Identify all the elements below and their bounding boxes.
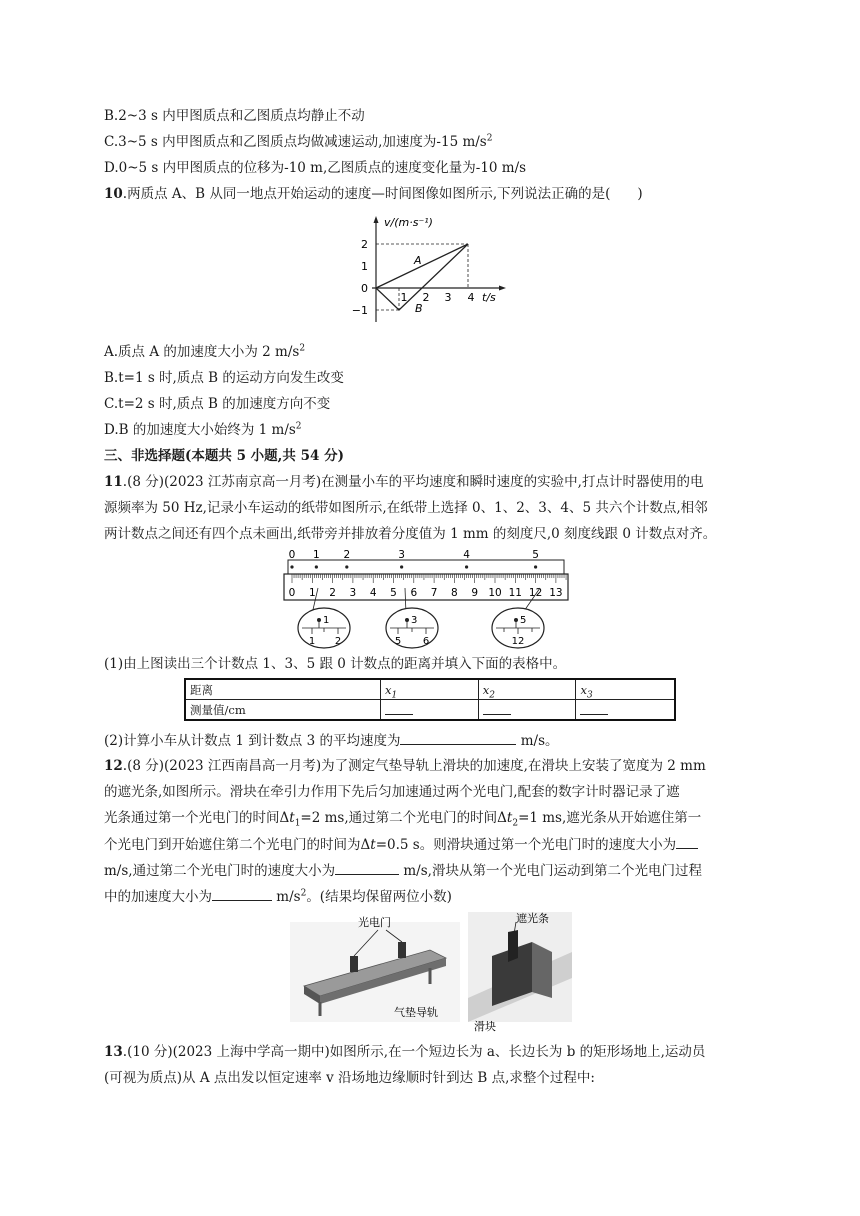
y-axis-arrow [374,216,379,223]
q10-vt-chart [352,212,512,332]
q12-line-4-b: =0.5 s。则滑块通过第一个光电门时的速度大小为 [375,837,677,853]
gate-2 [398,942,406,958]
q10-stem-text: .两质点 A、B 从同一地点开始运动的速度—时间图像如图所示,下列说法正确的是( ) [122,186,643,202]
q11-number: 11 [104,474,123,490]
paper-tape [288,560,564,574]
q12-line-5-a: m/s,通过第二个光电门时的速度大小为 [104,863,336,879]
q9-option-c-text: C.3~5 s 内甲图质点和乙图质点均做减速运动,加速度为-15 m/s [104,134,487,150]
x2-sub: 2 [489,689,495,700]
q12-line-6-c: 。(结果均保留两位小数) [306,889,452,905]
ytick-2: 2 [361,238,368,251]
x-axis-label: t/s [482,291,496,304]
ytick-0: 0 [361,282,368,295]
q10-option-a-text: A.质点 A 的加速度大小为 2 m/s [104,344,300,360]
zoom-1-left: 1 [308,636,316,647]
ruler-label: 3 [349,587,357,599]
tape-ruler-figure [282,548,572,652]
section-3-heading: 三、非选择题(本题共 5 小题,共 54 分) [104,448,344,464]
label-gate: 光电门 [358,916,391,929]
tape-dot [315,565,318,568]
zoom-5 [492,608,544,648]
q11-line-3: 两计数点之间还有四个点未画出,纸带旁并排放着分度值为 1 mm 的刻度尺,0 刻度线跟 0 计数点对齐。 [104,526,717,542]
tape-dot [534,565,537,568]
q12-line-5 [104,860,702,881]
q10-option-d-text: D.B 的加速度大小始终为 1 m/s [104,422,296,438]
q11-sub-1: (1)由上图读出三个计数点 1、3、5 跟 0 计数点的距离并填入下面的表格中。 [104,656,567,672]
zoom-3-right: 6 [422,636,430,647]
q11-sub-2-text: (2)计算小车从计数点 1 到计数点 3 的平均速度为 [104,733,401,749]
q12-line-3-c: =1 ms,遮光条从开始遮住第一 [518,810,702,826]
q12-t1: t [289,810,295,826]
q12-line-3 [104,808,701,828]
q12-line-6 [104,886,452,907]
q10-number: 10 [104,186,123,202]
xtick-2: 2 [422,291,430,304]
ytick-m1: −1 [352,304,368,317]
q11-line-1 [104,472,703,492]
zoom-1-right: 2 [334,636,342,647]
q10-option-d [104,420,302,440]
tape-label: 2 [343,549,351,561]
q11-sub-2 [104,730,559,751]
ruler-label: 9 [471,587,479,599]
ruler-label: 2 [329,587,336,599]
slider-figure [468,912,572,1034]
x3-sub: 3 [586,689,593,700]
ruler-label: 4 [369,587,377,599]
ruler-label: 5 [390,587,397,599]
series-label-b: B [415,302,423,315]
q11-line-1-text: .(8 分)(2023 江苏南京高一月考)在测量小车的平均速度和瞬时速度的实验中,打点计时器使用的电 [122,474,704,490]
tape-label: 3 [398,549,405,561]
q10-option-d-sup: 2 [295,421,302,432]
zoom-1 [298,608,350,648]
tape-labels [289,549,539,561]
tape-dot [400,565,403,568]
table-head-measured: 测量值/cm [185,700,381,721]
zoom-1-point: 1 [323,615,330,626]
label-strip: 遮光条 [516,912,549,925]
q12-line-3-b: =2 ms,通过第二个光电门的时间Δ [300,810,507,826]
q13-line-2: (可视为质点)从 A 点出发以恒定速率 v 沿场地边缘顺时针到达 B 点,求整个过程中: [104,1070,595,1086]
table-row [185,700,675,721]
x3-symbol: x [580,682,587,697]
q12-line-6-b: m/s [272,889,301,905]
ruler-label: 13 [549,587,563,599]
q12-line-4-a: 个光电门到开始遮住第二个光电门的时间为Δ [104,837,371,853]
table-row [185,679,675,700]
xtick-1: 1 [400,291,408,304]
q12-line-6-sup: 2 [300,888,307,899]
x1-answer-cell[interactable] [381,700,479,721]
series-label-a: A [414,254,422,267]
ruler-label: 1 [308,587,316,599]
ruler-label: 0 [288,587,296,599]
q12-line-3-a: 光条通过第一个光电门的时间Δ [104,810,290,826]
q13-number: 13 [104,1044,123,1060]
gate-1 [350,956,358,972]
y-axis-label: v/(m·s⁻¹) [384,216,433,229]
zoom-5-mid: 12 [511,636,525,647]
q12-number: 12 [104,758,123,774]
q12-line-2: 的遮光条,如图所示。滑块在牵引力作用下先后匀加速通过两个光电门,配套的数字计时器记录了遮 [104,784,680,800]
tape-dot [345,565,348,568]
x3-answer-cell[interactable] [576,700,675,721]
q10-stem [104,184,643,204]
zoom-3-left: 5 [394,636,402,647]
q10-option-c: C.t=2 s 时,质点 B 的加速度方向不变 [104,396,331,412]
series-line-a [376,244,468,288]
ruler-label: 8 [451,587,458,599]
tape-label: 4 [463,549,470,561]
table-head-x3 [576,679,675,700]
table-head-x1 [381,679,479,700]
ruler-label: 7 [430,587,438,599]
tape-dot [465,565,468,568]
shading-strip [508,930,518,962]
q9-option-c [104,132,492,152]
ytick-1: 1 [361,260,368,273]
ruler-label: 12 [528,587,543,599]
q9-option-b: B.2~3 s 内甲图质点和乙图质点均静止不动 [104,108,365,124]
q10-option-a [104,342,305,362]
q12-t2: t [506,810,513,826]
q11-sub-2-unit: m/s。 [516,733,559,749]
q12-line-1 [104,756,706,776]
x1-sub: 1 [391,689,398,700]
q13-line-1 [104,1042,705,1062]
q10-option-b: B.t=1 s 时,质点 B 的运动方向发生改变 [104,370,344,386]
q12-line-5-b: m/s,滑块从第一个光电门运动到第二个光电门过程 [399,863,702,879]
ruler-label: 10 [488,587,502,599]
air-track-figure [290,912,460,1022]
q12-line-6-a: 中的加速度大小为 [104,889,212,905]
tape-dot [290,565,293,568]
zoom-3 [386,608,438,648]
q12-accel-blank[interactable] [212,886,272,901]
q12-v2-blank[interactable] [335,860,399,875]
tape-label: 1 [313,549,320,561]
ruler-label: 11 [508,587,522,599]
x-axis-arrow [499,286,506,291]
label-slider: 滑块 [474,1020,496,1033]
q11-line-2: 源频率为 50 Hz,记录小车运动的纸带如图所示,在纸带上选择 0、1、2、3、4、5 共六个计数点,相邻 [104,500,708,516]
zoom-5-point: 5 [520,615,527,626]
xtick-4: 4 [467,291,475,304]
q12-t1-sub: 1 [294,818,301,829]
tape-label: 0 [288,549,296,561]
table-head-distance: 距离 [185,679,381,700]
q9-option-c-sup: 2 [486,133,493,144]
tape-label: 5 [532,549,539,561]
q12-t: t [370,837,376,853]
q9-option-d: D.0~5 s 内甲图质点的位移为-10 m,乙图质点的速度变化量为-10 m/s [104,160,527,176]
x2-symbol: x [482,682,490,697]
xtick-3: 3 [444,291,452,304]
q12-line-4 [104,834,698,855]
x2-answer-blank[interactable] [483,702,511,715]
q11-avg-speed-blank[interactable] [400,730,516,745]
q13-line-1-text: .(10 分)(2023 上海中学高一期中)如图所示,在一个短边长为 a、长边长为 b 的矩形场地上,运动员 [122,1044,706,1060]
table-head-x2 [478,679,576,700]
x1-symbol: x [385,682,392,697]
measurement-table [184,678,676,721]
x2-answer-cell[interactable] [478,700,576,721]
label-rail: 气垫导轨 [394,1006,438,1019]
q10-option-a-sup: 2 [299,343,306,354]
q12-v1-blank[interactable] [676,834,698,849]
q12-t2-sub: 2 [512,818,519,829]
zoom-3-point: 3 [411,615,418,626]
x3-answer-blank[interactable] [580,702,608,715]
q12-line-1-text: .(8 分)(2023 江西南昌高一月考)为了测定气垫导轨上滑块的加速度,在滑块上安装了宽度为 2 mm [122,758,706,774]
x1-answer-blank[interactable] [385,702,413,715]
ruler-label: 6 [410,587,418,599]
